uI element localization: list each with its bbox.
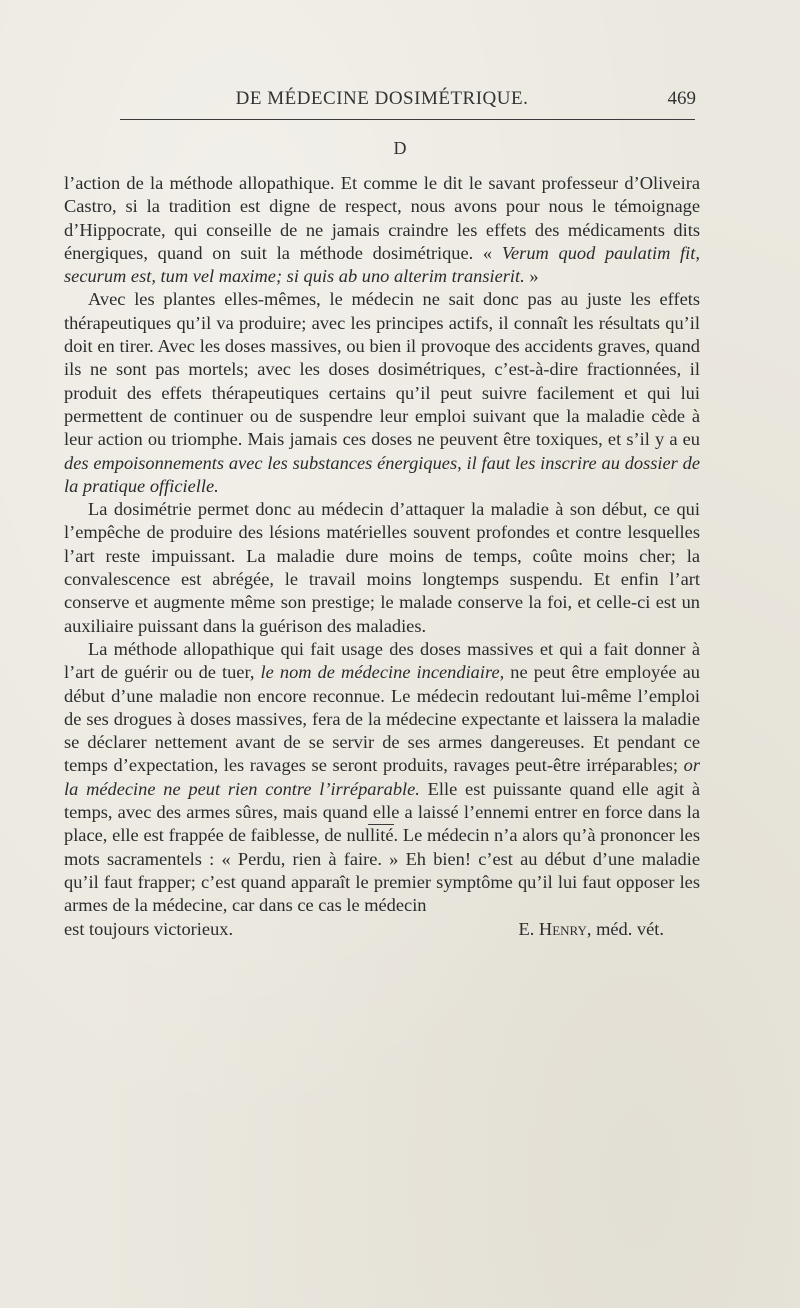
paragraph-3	[64, 498, 700, 638]
paragraph-4-italic-1: le nom de médecine incendiaire,	[260, 662, 505, 683]
paragraph-4-italic-2: or la médecine ne peut rien contre l’irréparable.	[64, 755, 700, 799]
closing-text: est toujours victorieux.	[64, 918, 234, 939]
signature-line	[64, 918, 700, 941]
running-title: DE MÉDECINE DOSIMÉTRIQUE.	[235, 88, 529, 109]
quote-close: »	[524, 266, 539, 287]
paragraph-2	[64, 288, 700, 498]
author-signature	[518, 918, 664, 941]
author-title: , méd. vét.	[586, 918, 664, 939]
paragraph-3-text: La dosimétrie permet donc au médecin d’attaquer la maladie à son début, ce qui l’empêche de produire des lésions matérielles souvent profondes et contre lesquelles l’art reste impuissant. La maladie dure moins de temps, coûte moins cher; la convalescence est abrégée, le travail moins longtemps suspendu. Et enfin l’art conserve et augmente même son prestige; le malade conserve la foi, et celle-ci est un auxiliaire puissant dans la guérison des maladies.	[64, 499, 700, 636]
paragraph-4-text-1: La méthode allopathique qui fait usage des doses massives et qui a fait donner à l’art de guérir ou de tuer,	[64, 638, 700, 683]
paragraph-4	[64, 638, 700, 918]
section-letter: D	[393, 138, 407, 158]
header-rule	[120, 119, 695, 120]
paragraph-4-text-3: Elle est puissante quand elle agit à temps, avec des armes sûres, mais quand elle a laissé l’ennemi entrer en force dans la place, elle est frappée de faiblesse, de nullité. Le médecin n’a alors qu’à prononcer les mots sacramentels : « Perdu, rien à faire. » Eh bien! c’est au début d’une maladie qu’il faut frapper; c’est quand apparaît le premier symptôme qu’il lui faut opposer les armes de la médecine, car dans ce cas le médecin	[64, 778, 700, 916]
running-head	[64, 84, 700, 114]
page-number: 469	[667, 88, 696, 109]
latin-quote: Verum quod paulatim fit, securum est, tum vel maxime; si quis ab uno alterim transierit.	[64, 242, 700, 287]
paragraph-2-italic: des empoisonnements avec les substances énergiques, il faut les inscrire au dossier de la pratique officielle.	[64, 452, 700, 496]
body-text	[64, 172, 700, 941]
author-initial: E.	[518, 918, 539, 939]
paragraph-2-text: Avec les plantes elles-mêmes, le médecin ne sait donc pas au juste les effets thérapeutiques qu’il va produire; avec les principes actifs, il connaît les résultats qu’il doit en tirer. Avec les doses massives, ou bien il provoque des accidents graves, quand ils ne sont pas mortels; avec les doses dosimétriques, c’est-à-dire fractionnées, il produit des effets thérapeutiques certains qu’il peut suivre facilement et qui lui permettent de continuer ou de suspendre leur emploi suivant que la maladie cède à leur action ou triomphe. Mais jamais ces doses ne peuvent être toxiques, et s’il y a eu	[64, 289, 700, 450]
end-rule	[368, 824, 394, 825]
paragraph-1-text: l’action de la méthode allopathique. Et comme le dit le savant professeur d’Oliveira Castro, si la tradition est digne de respect, nous avons pour nous le témoignage d’Hippocrate, qui conseille de ne jamais craindre les effets des médicaments dits énergiques, quand on suit la méthode dosimétrique. «	[64, 173, 700, 263]
author-name: Henry	[538, 918, 587, 939]
paragraph-4-text-2: ne peut être employée au début d’une maladie non encore reconnue. Le médecin redoutant lui-même l’emploi de ses drogues à doses massives, fera de la médecine expectante et laissera la maladie se déclarer nettement avant de se servir de ses armes dangereuses. Et pendant ce temps d’expectation, les ravages se seront produits, ravages peut-être irréparables;	[64, 662, 700, 776]
paragraph-1	[64, 172, 700, 288]
